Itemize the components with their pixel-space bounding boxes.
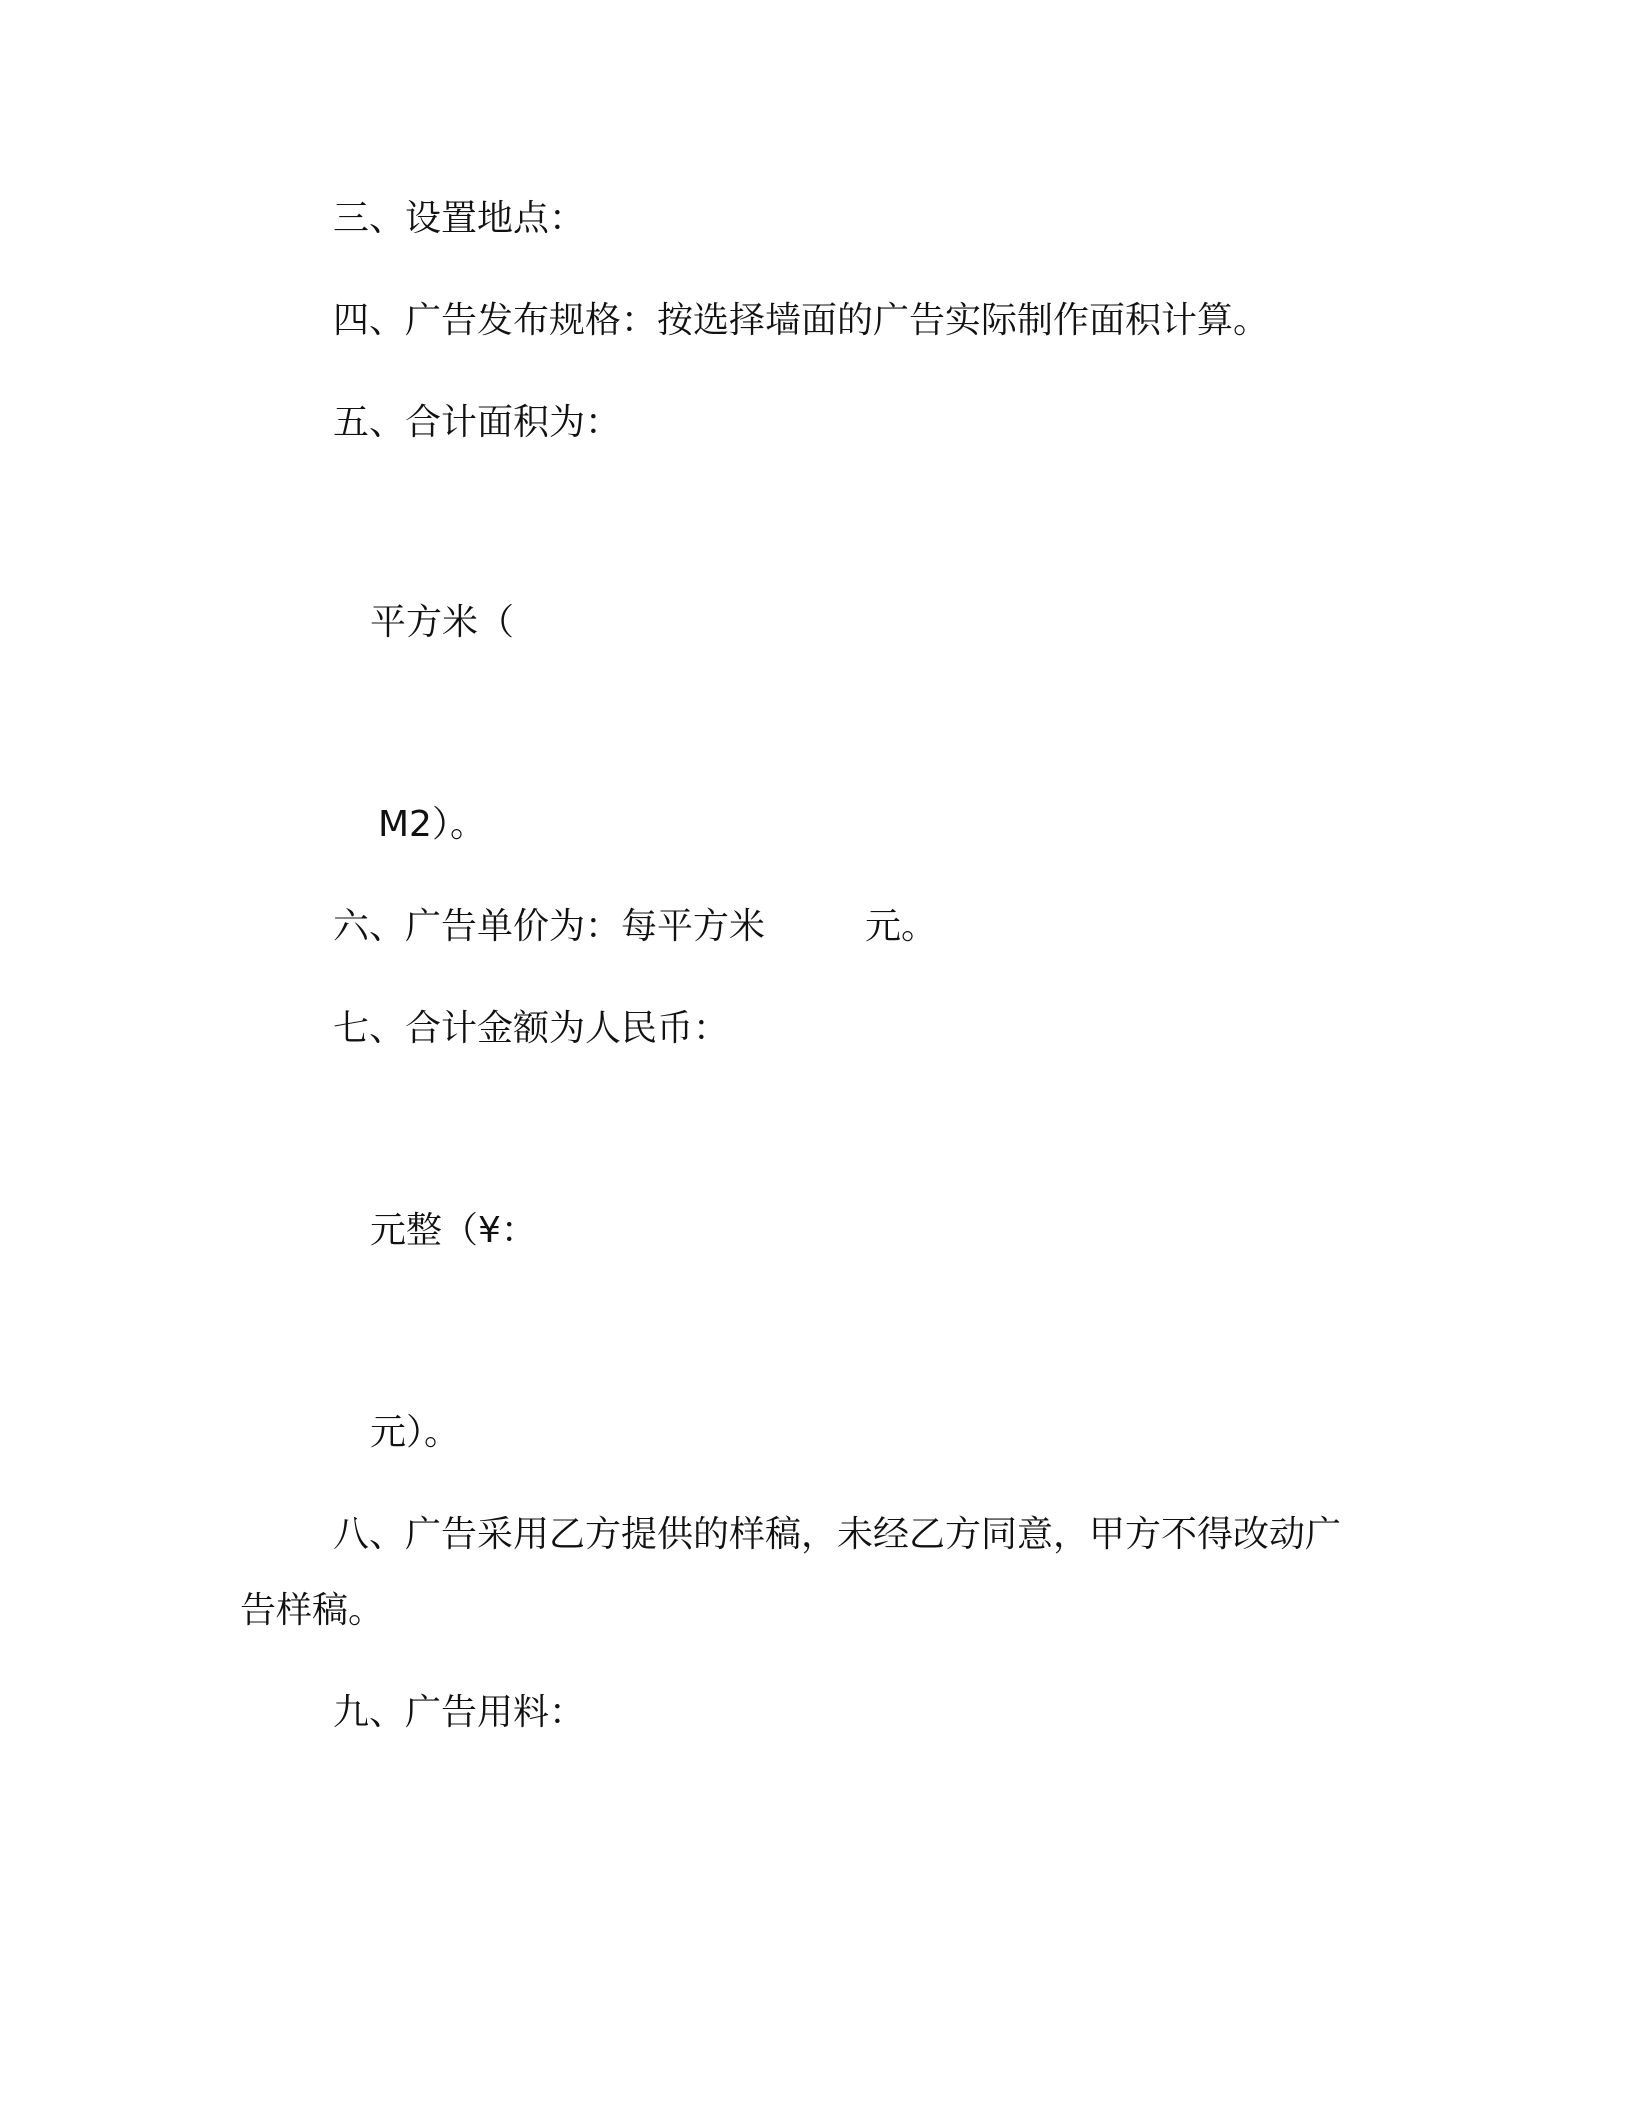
clause-5-unit-open: 平方米（ (370, 602, 515, 643)
clause-6-unit-price (333, 904, 937, 950)
clause-5-unit-close: M2）。 (378, 804, 486, 845)
clause-9-materials: 九、广告用料： (333, 1692, 586, 1733)
clause-8-line-2: 告样稿。 (240, 1590, 385, 1631)
clause-6-prefix: 六、广告单价为：每平方米 (333, 906, 766, 947)
clause-7-total-amount: 七、合计金额为人民币： (333, 1008, 730, 1049)
clause-8-line-1: 八、广告采用乙方提供的样稿，未经乙方同意，甲方不得改动广 (333, 1514, 1342, 1555)
clause-4-spec: 四、广告发布规格：按选择墙面的广告实际制作面积计算。 (333, 300, 1270, 341)
clause-6-suffix: 元。 (865, 906, 938, 947)
clause-5-total-area: 五、合计面积为： (333, 402, 622, 443)
clause-7-amount-open: 元整（¥： (370, 1210, 537, 1251)
clause-7-amount-close: 元）。 (370, 1412, 461, 1453)
clause-3-location: 三、设置地点： (333, 198, 586, 239)
